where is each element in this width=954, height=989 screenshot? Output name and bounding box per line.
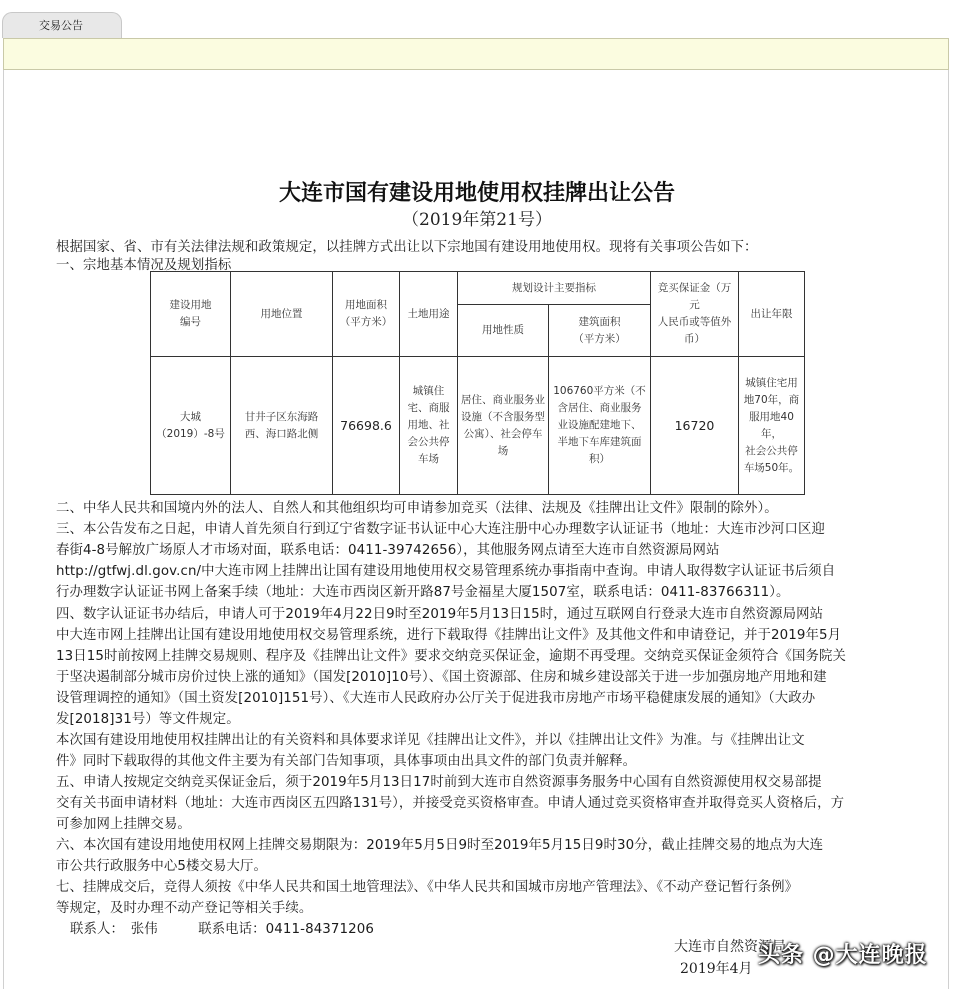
header-use: 土地用途: [400, 272, 458, 357]
header-planning: 规划设计主要指标: [458, 272, 651, 305]
cell-nature: 居住、商业服务业 设施（不含服务型 公寓）、社会停车 场: [458, 357, 549, 495]
parcel-table: [150, 271, 805, 495]
intro-text: 根据国家、省、市有关法律法规和政策规定，以挂牌方式出让以下宗地国有建设用地使用权。现将有关事项公告如下：: [56, 240, 758, 255]
para-line: 行办理数字认证证书网上备案手续（地址：大连市西岗区新开路87号金福星大厦1507室，联系电话：0411-83766311）。: [56, 585, 790, 600]
para-line: 六、本次国有建设用地使用权网上挂牌交易期限为：2019年5月5日9时至2019年5月15日9时30分，截止挂牌交易的地点为大连: [56, 838, 824, 853]
header-code: 建设用地 编号: [151, 272, 231, 357]
header-location: 用地位置: [231, 272, 333, 357]
header-deposit: 竞买保证金（万元 人民币或等值外 币）: [651, 272, 739, 357]
cell-floor-area: 106760平方米（不 含居住、商业服务 业设施配建地下、 半地下车库建筑面 积）: [549, 357, 651, 495]
cell-deposit: 16720: [651, 357, 739, 495]
header-term: 出让年限: [739, 272, 805, 357]
tab-trading-notice[interactable]: 交易公告: [2, 12, 122, 38]
tab-strip: [0, 0, 954, 38]
cell-location: 甘井子区东海路 西、海口路北侧: [231, 357, 333, 495]
para-line: 13日15时前按网上挂牌交易规则、程序及《挂牌出让文件》要求交纳竞买保证金，逾期不再受理。交纳竞买保证金须符合《国务院关: [56, 649, 846, 664]
page-title: 大连市国有建设用地使用权挂牌出让公告: [278, 180, 675, 206]
notice-bar: [3, 38, 949, 70]
header-nature: 用地性质: [458, 305, 549, 357]
para-line: 交有关书面申请材料（地址：大连市西岗区五四路131号），并接受竞买资格审查。申请人通过竞买资格审查并取得竞买人资格后，方: [56, 796, 845, 811]
watermark: 头条 @大连晚报: [758, 943, 928, 968]
page-subtitle: （2019年第21号）: [402, 210, 552, 230]
para-line: 四、数字认证证书办结后，申请人可于2019年4月22日9时至2019年5月13日15时，通过互联网自行登录大连市自然资源局网站: [56, 607, 824, 622]
para-line: 件》同时下载取得的其他文件主要为有关部门告知事项，具体事项由出具文件的部门负责并解释。: [56, 754, 637, 769]
cell-code: 大城 （2019）-8号: [151, 357, 231, 495]
para-line: 于坚决遏制部分城市房价过快上涨的通知》（国发[2010]10号）、《国土资源部、住房和城乡建设部关于进一步加强房地产用地和建: [56, 670, 827, 685]
para-line: 七、挂牌成交后，竞得人须按《中华人民共和国土地管理法》、《中华人民共和国城市房地产管理法》、《不动产登记暂行条例》: [56, 880, 799, 895]
contact-line: 联系人： 张伟 联系电话：0411-84371206: [70, 922, 375, 937]
para-line: 春街4-8号解放广场原人才市场对面，联系电话：0411-39742656），其他服务网点请至大连市自然资源局网站: [56, 543, 720, 558]
header-area: 用地面积 （平方米）: [333, 272, 400, 357]
para-line: 二、中华人民共和国境内外的法人、自然人和其他组织均可申请参加竞买（法律、法规及《挂牌出让文件》限制的除外）。: [56, 501, 778, 516]
cell-term: 城镇住宅用 地70年，商 服用地40年， 社会公共停 车场50年。: [739, 357, 805, 495]
para-line: 三、本公告发布之日起，申请人首先须自行到辽宁省数字证书认证中心大连注册中心办理数字认证证书（地址：大连市沙河口区迎: [56, 522, 825, 537]
cell-use: 城镇住 宅、商服 用地、社 会公共停 车场: [400, 357, 458, 495]
para-line: 设管理调控的通知》（国土资发[2010]151号）、《大连市人民政府办公厅关于促进我市房地产市场平稳健康发展的通知》（大政办: [56, 691, 816, 706]
cell-area: 76698.6: [333, 357, 400, 495]
para-line: 可参加网上挂牌交易。: [56, 817, 191, 832]
signature-date: 2019年4月: [680, 961, 753, 977]
signature-org: 大连市自然资源局: [674, 939, 786, 955]
para-line: 等规定，及时办理不动产登记等相关手续。: [56, 901, 313, 916]
para-line: 市公共行政服务中心5楼交易大厅。: [56, 859, 267, 874]
para-line: 发[2018]31号）等文件规定。: [56, 712, 240, 727]
header-floor-area: 建筑面积 （平方米）: [549, 305, 651, 357]
para-line: http://gtfwj.dl.gov.cn/中大连市网上挂牌出让国有建设用地使用权交易管理系统办事指南中查询。申请人取得数字认证证书后须自: [56, 564, 836, 579]
para-line: 本次国有建设用地使用权挂牌出让的有关资料和具体要求详见《挂牌出让文件》，并以《挂牌出让文件》为准。与《挂牌出让文: [56, 733, 805, 748]
para-line: 五、申请人按规定交纳竞买保证金后，须于2019年5月13日17时前到大连市自然资源事务服务中心国有自然资源使用权交易部提: [56, 775, 822, 790]
section-heading: 一、宗地基本情况及规划指标: [56, 258, 232, 273]
para-line: 中大连市网上挂牌出让国有建设用地使用权交易管理系统，进行下载取得《挂牌出让文件》及其他文件和申请登记，并于2019年5月: [56, 628, 842, 643]
